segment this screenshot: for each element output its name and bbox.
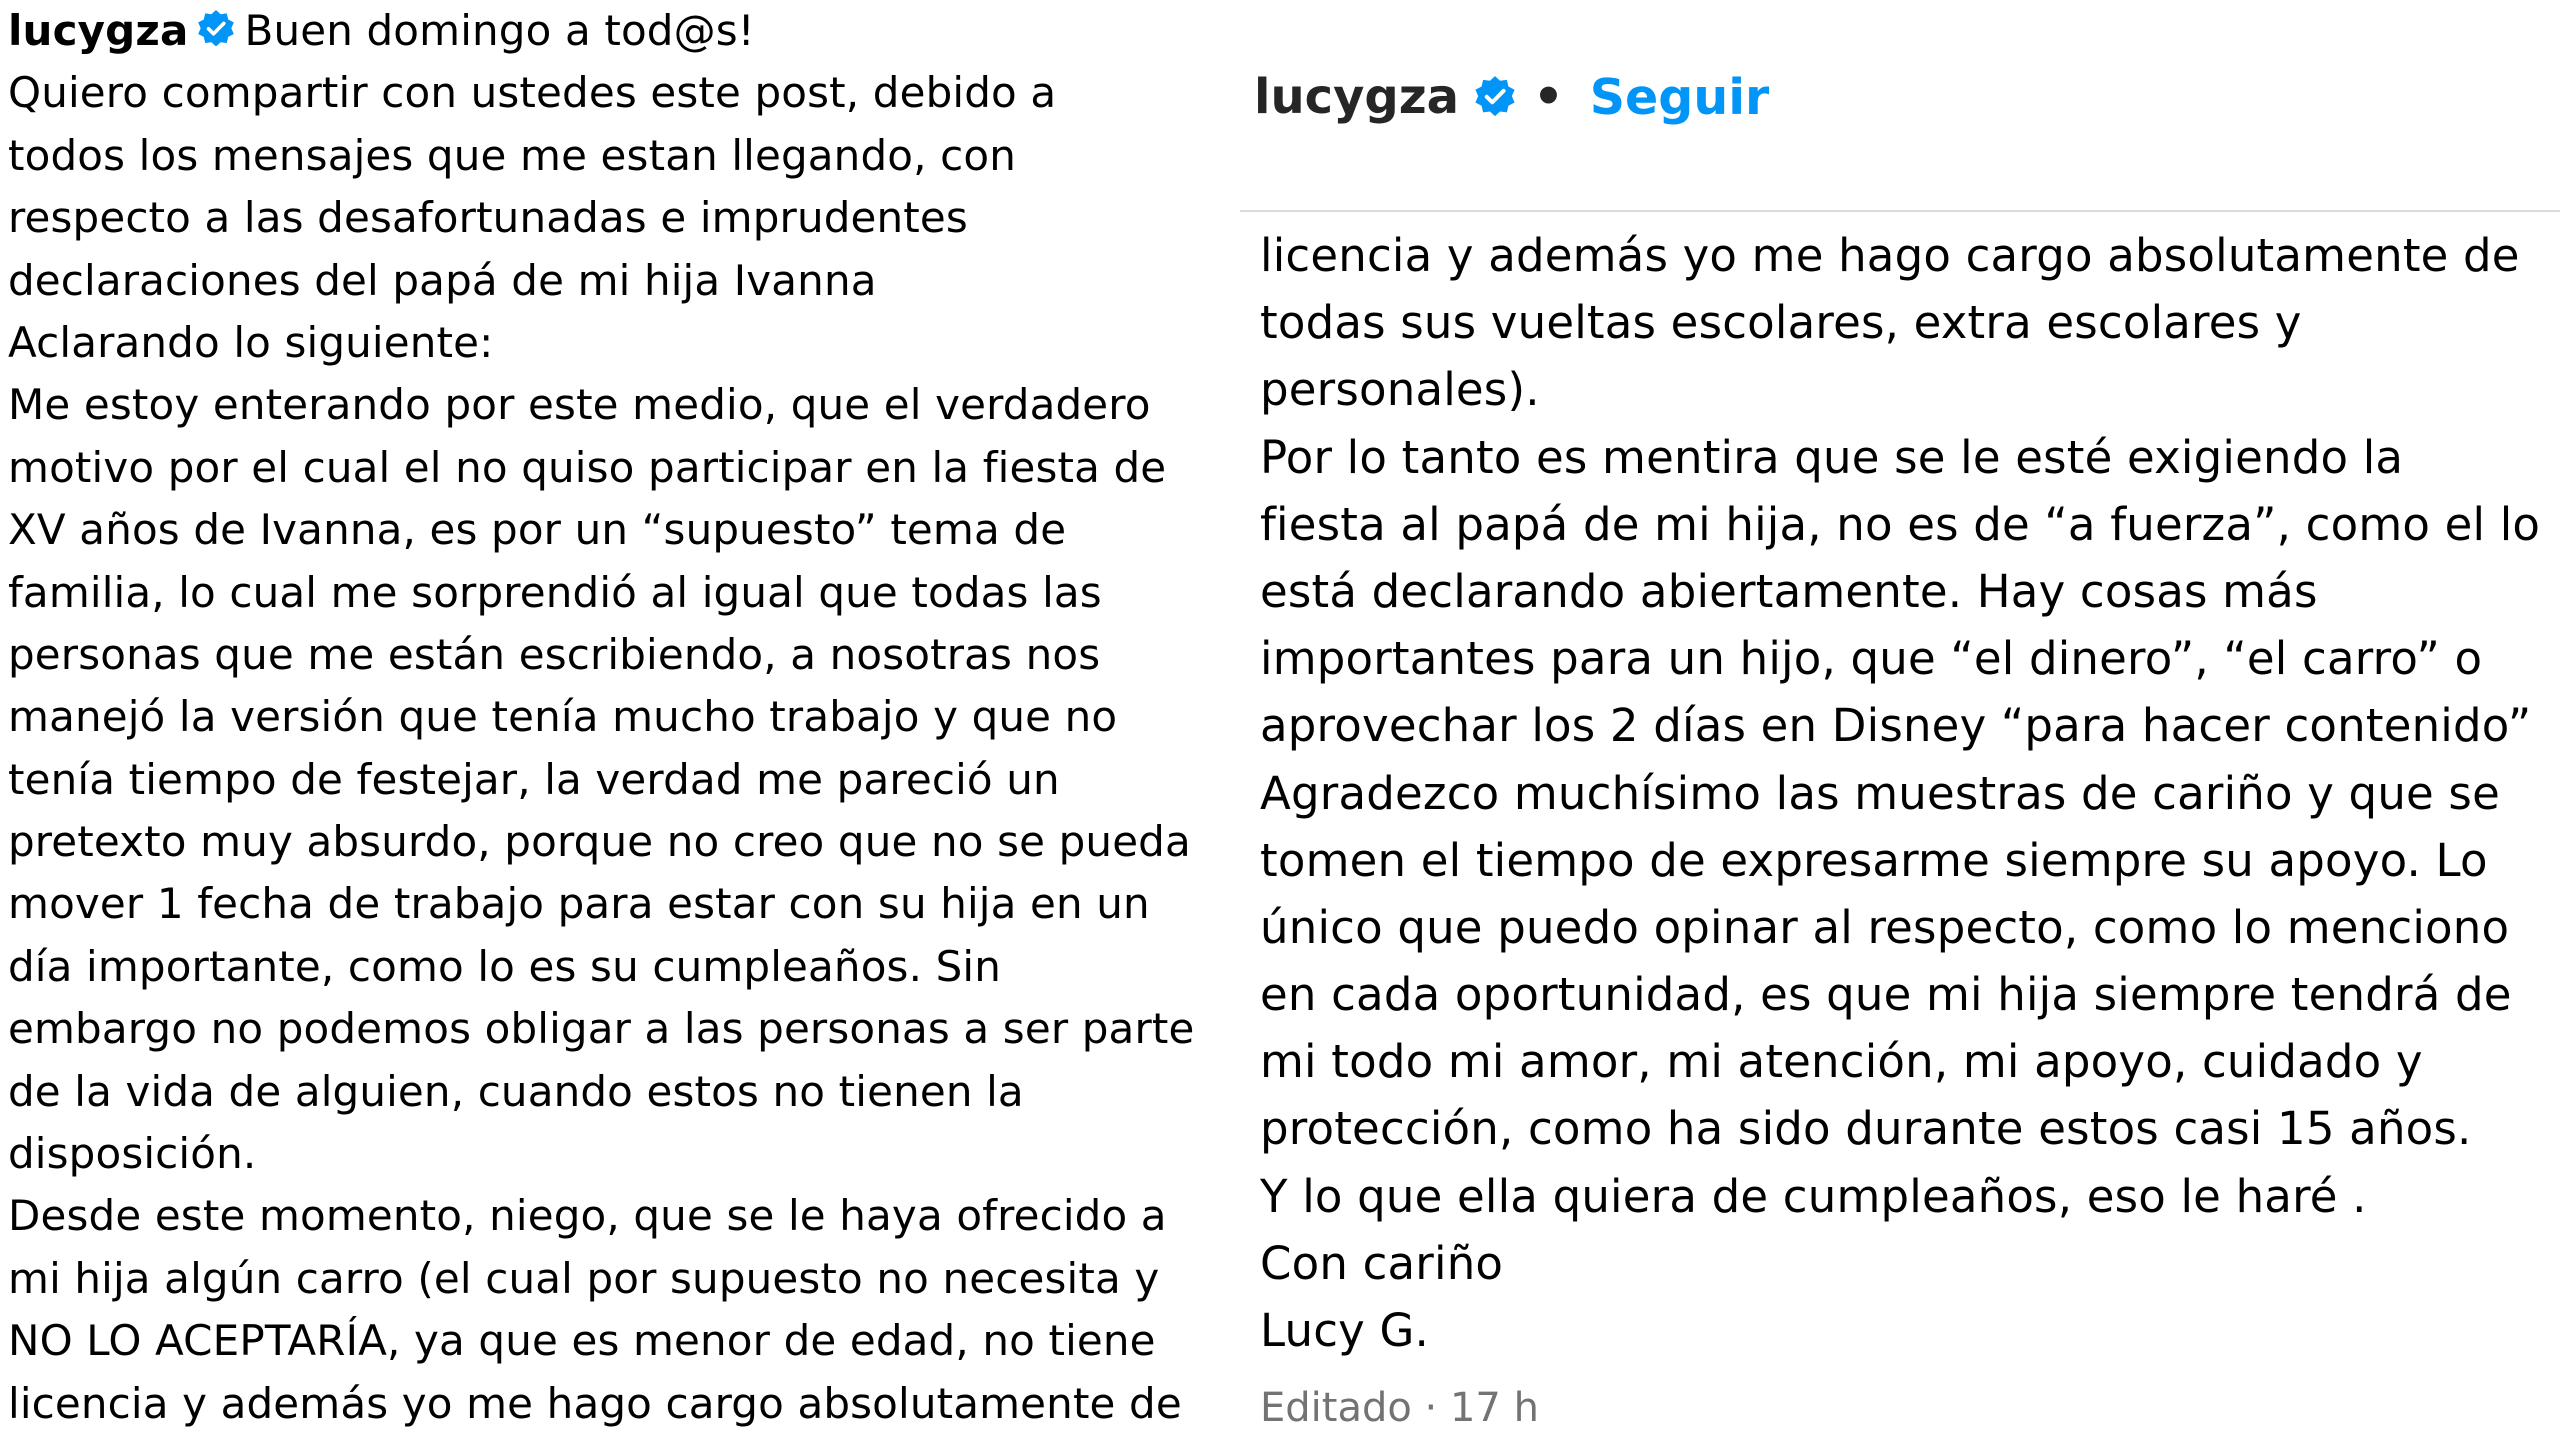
caption-line: mi hija algún carro (el cual por supuesto no necesita y [8,1253,1160,1303]
right-post-panel [1240,0,2560,1440]
caption-first-line [8,0,1194,62]
caption-line: en cada oportunidad, es que mi hija siempre tendrá de [1260,968,2512,1022]
post-meta-edited-time: Editado · 17 h [1260,1385,1539,1431]
post-header [1254,62,1769,132]
verified-badge-icon [196,9,236,49]
caption-line: XV años de Ivanna, es por un “supuesto” tema de [8,505,1067,555]
caption-line: Y lo que ella quiera de cumpleaños, eso le haré . [1260,1169,2367,1223]
verified-badge-icon [1473,75,1517,119]
caption-line: NO LO ACEPTARÍA, ya que es menor de edad, no tiene [8,1316,1156,1366]
caption-line: personales). [1260,363,1540,417]
follow-button[interactable]: Seguir [1589,68,1770,126]
caption-line: licencia y además yo me hago cargo absolutamente de [1260,229,2520,282]
caption-line: protección, como ha sido durante estos casi 15 años. [1260,1102,2472,1156]
caption-line: motivo por el cual el no quiso participar en la fiesta de [8,442,1167,492]
header-separator: • [1533,69,1564,125]
caption-line: disposición. [8,1129,257,1179]
post-greeting: Buen domingo a tod@s! [244,6,755,55]
caption-line: de la vida de alguien, cuando estos no tienen la [8,1066,1024,1116]
caption-line: fiesta al papá de mi hija, no es de “a fuerza”, como el lo [1260,497,2541,551]
caption-line: familia, lo cual me sorprendió al igual que todas las [8,567,1102,617]
header-divider [1240,210,2560,212]
caption-line: manejó la versión que tenía mucho trabajo y que no [8,692,1118,742]
header-username-link[interactable]: lucygza [1254,69,1460,125]
caption-line: Agradezco muchísimo las muestras de cariño y que se [1260,766,2500,820]
caption-line: mi todo mi amor, mi atención, mi apoyo, cuidado y [1260,1035,2423,1089]
left-post-caption [8,0,1194,1435]
caption-line: todas sus vueltas escolares, extra escolares y [1260,296,2302,350]
caption-line: declaraciones del papá de mi hija Ivanna [8,255,877,305]
caption-line: Por lo tanto es mentira que se le esté exigiendo la [1260,430,2404,484]
caption-line: licencia y además yo me hago cargo absolutamente de [8,1378,1182,1428]
caption-line: Con cariño [1260,1236,1504,1290]
right-post-caption [1260,222,2540,1364]
caption-line: importantes para un hijo, que “el dinero”, “el carro” o [1260,632,2483,686]
caption-line: único que puedo opinar al respecto, como lo menciono [1260,900,2510,954]
caption-line: todos los mensajes que me estan llegando, con [8,130,1016,180]
caption-line: Aclarando lo siguiente: [8,317,494,367]
caption-line: está declarando abiertamente. Hay cosas más [1260,564,2318,618]
caption-line: embargo no podemos obligar a las personas a ser parte [8,1004,1195,1054]
caption-line: mover 1 fecha de trabajo para estar con su hija en un [8,879,1150,929]
caption-line: aprovechar los 2 días en Disney “para hacer contenido” [1260,699,2532,753]
caption-line: personas que me están escribiendo, a nosotras nos [8,629,1101,679]
caption-line: respecto a las desafortunadas e imprudentes [8,193,968,243]
caption-line: Lucy G. [1260,1304,1430,1357]
caption-line: Desde este momento, niego, que se le haya ofrecido a [8,1191,1167,1241]
caption-line: día importante, como lo es su cumpleaños. Sin [8,941,1001,991]
caption-line: pretexto muy absurdo, porque no creo que no se pueda [8,817,1191,867]
caption-line: Quiero compartir con ustedes este post, debido a [8,68,1057,118]
left-post-panel [0,0,1240,1440]
username-link[interactable]: lucygza [8,6,189,55]
caption-line: Me estoy enterando por este medio, que el verdadero [8,380,1151,430]
caption-line: tenía tiempo de festejar, la verdad me pareció un [8,754,1060,804]
caption-line: tomen el tiempo de expresarme siempre su apoyo. Lo [1260,833,2488,887]
